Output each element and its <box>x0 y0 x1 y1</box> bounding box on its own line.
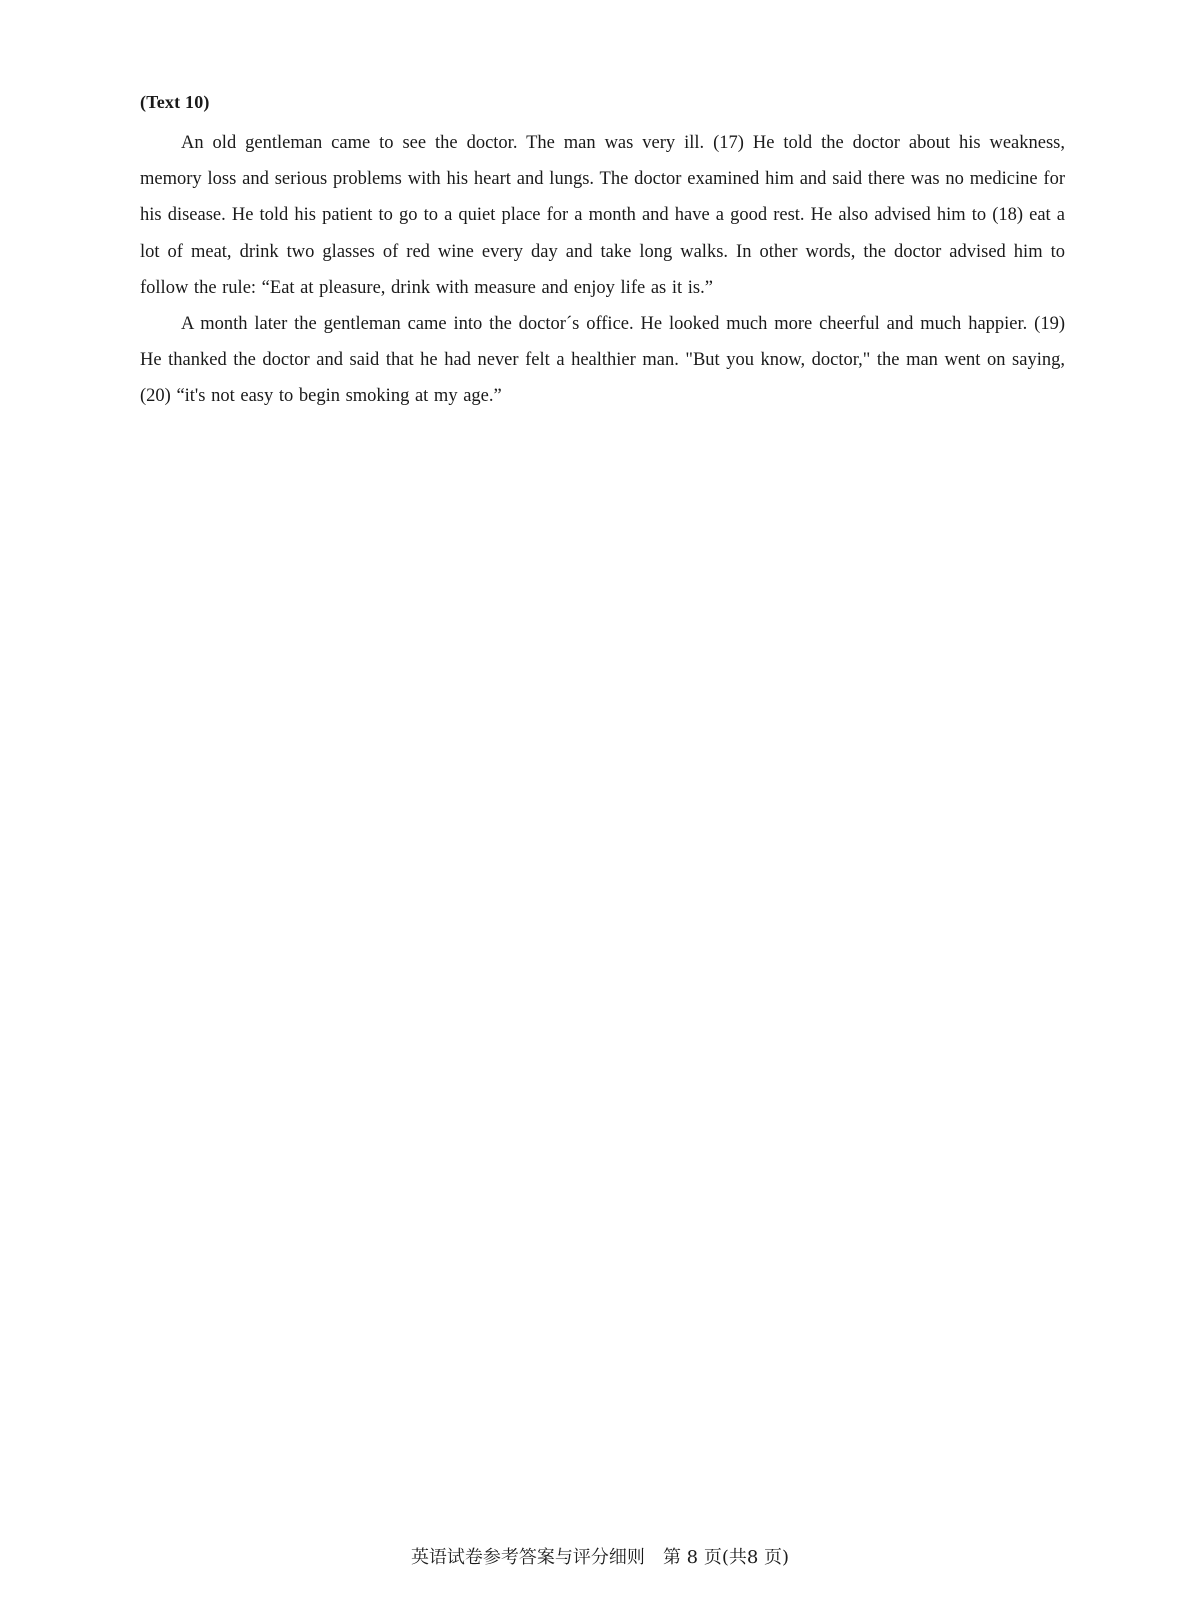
footer-page-number: 第 8 页(共8 页) <box>662 1547 790 1568</box>
footer-title: 英语试卷参考答案与评分细则 <box>410 1547 645 1568</box>
paragraph-1: An old gentleman came to see the doctor. The man was very ill. (17) He told the doctor about his weakness, memory loss and serious problems with his heart and lungs. The doctor examined him and said there was no medicine for his disease. He told his patient to go to a quiet place for a month and have a good rest. He also advised him to (18) eat a lot of meat, drink two glasses of red wine every day and take long walks. In other words, the doctor advised him to follow the rule: “Eat at pleasure, drink with measure and enjoy life as it is.” <box>140 133 1065 298</box>
section-heading: (Text 10) <box>140 92 210 112</box>
passage-body <box>140 125 1065 415</box>
paragraph-2: A month later the gentleman came into the doctor´s office. He looked much more cheerful and much happier. (19) He thanked the doctor and said that he had never felt a healthier man. "But you know, doctor," the man went on saying, (20) “it's not easy to begin smoking at my age.” <box>140 314 1065 407</box>
page-footer <box>0 1543 1200 1569</box>
